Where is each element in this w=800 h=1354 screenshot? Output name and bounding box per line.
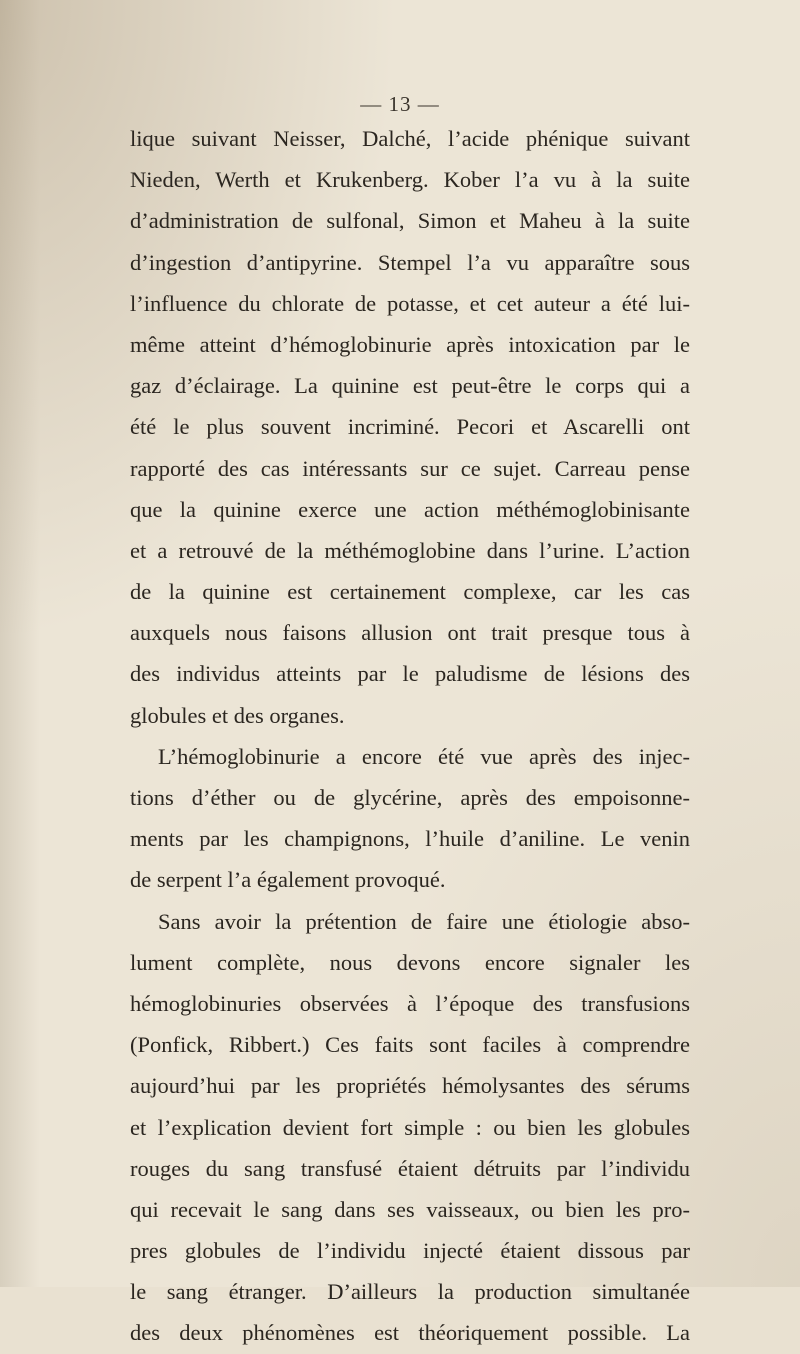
text-line: des individus atteints par le paludisme de lésions des: [130, 661, 690, 687]
text-line: L’hémoglobinurie a encore été vue après des injec-: [158, 743, 690, 769]
text-line: aujourd’hui par les propriétés hémolysantes des sérums: [130, 1073, 690, 1099]
text-line: d’ingestion d’antipyrine. Stempel l’a vu apparaître sous: [130, 249, 690, 275]
text-line: même atteint d’hémoglobinurie après intoxication par le: [130, 331, 690, 357]
text-line: le sang étranger. D’ailleurs la production simultanée: [130, 1279, 690, 1305]
text-line: Sans avoir la prétention de faire une étiologie abso-: [158, 908, 690, 934]
text-line: de la quinine est certainement complexe, car les cas: [130, 579, 690, 605]
text-line: tions d’éther ou de glycérine, après des empoisonne-: [130, 785, 690, 810]
text-line: Nieden, Werth et Krukenberg. Kober l’a vu à la suite: [130, 167, 690, 193]
text-line: hémoglobinuries observées à l’époque des transfusions: [130, 990, 690, 1016]
text-line: gaz d’éclairage. La quinine est peut-être le corps qui a: [130, 373, 690, 399]
text-line: et a retrouvé de la méthémoglobine dans l’urine. L’action: [130, 537, 690, 563]
text-line: (Ponfick, Ribbert.) Ces faits sont faciles à comprendre: [130, 1032, 690, 1058]
text-line: lument complète, nous devons encore signaler les: [130, 949, 690, 975]
body-text: [130, 118, 690, 1354]
text-line: rapporté des cas intéressants sur ce sujet. Carreau pense: [130, 455, 690, 481]
text-line: ments par les champignons, l’huile d’aniline. Le venin: [130, 826, 690, 852]
text-line: des deux phénomènes est théoriquement possible. La: [130, 1320, 690, 1346]
text-line: globules et des organes.: [130, 702, 345, 728]
text-line: que la quinine exerce une action méthémoglobinisante: [130, 496, 690, 522]
text-line: pres globules de l’individu injecté étaient dissous par: [130, 1238, 690, 1264]
page-number: — 13 —: [360, 92, 440, 116]
text-line: de serpent l’a également provoqué.: [130, 867, 446, 893]
text-line: d’administration de sulfonal, Simon et Maheu à la suite: [130, 208, 690, 234]
text-line: lique suivant Neisser, Dalché, l’acide phénique suivant: [130, 126, 690, 151]
text-line: rouges du sang transfusé étaient détruits par l’individu: [130, 1155, 690, 1181]
text-line: qui recevait le sang dans ses vaisseaux, ou bien les pro-: [130, 1196, 690, 1222]
text-line: auxquels nous faisons allusion ont trait presque tous à: [130, 620, 690, 646]
text-line: été le plus souvent incriminé. Pecori et Ascarelli ont: [130, 414, 690, 440]
text-line: et l’explication devient fort simple : ou bien les globules: [130, 1114, 690, 1140]
text-line: l’influence du chlorate de potasse, et cet auteur a été lui-: [130, 290, 690, 316]
